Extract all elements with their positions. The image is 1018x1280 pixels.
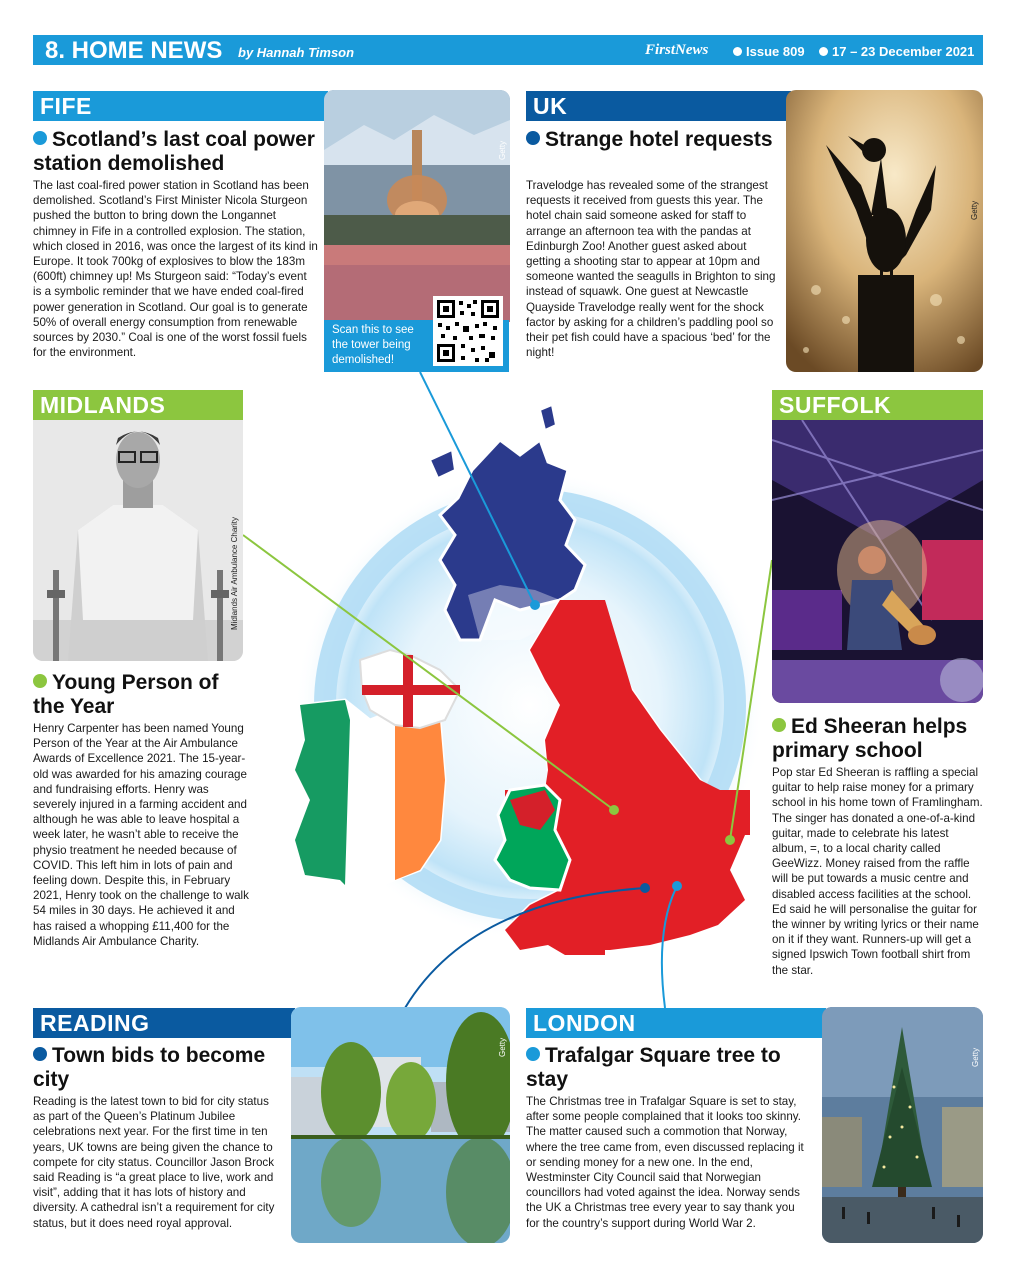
qr-box: [324, 320, 509, 372]
photo-power-station: [324, 90, 510, 322]
region-bar-suffolk: [772, 390, 983, 420]
region-bar-uk: [526, 91, 791, 121]
region-label: LONDON: [533, 1010, 636, 1036]
qr-caption: Scan this to see the tower being demolished!: [332, 324, 414, 366]
article-body-fife: The last coal-fired power station in Scotland has been demolished. Scotland’s First Minister Nicola Sturgeon pushed the button to bring down the Longannet chimney in Fife in a controlled explosion. The station, which closed in 2016, was once the largest of its kind in Europe. It took 700kg of explosives to blow the 183m (600ft) chimney up! Ms Sturgeon said: “Today’s event is a symbolic reminder that we have ended coal-fired power generation in Scotland. Our goal is to generate 50% of overall energy consumption from renewable sources by 2030.” Coal is one of the worst fossil fuels for the environment.: [33, 179, 318, 360]
wales-shape: [495, 785, 570, 890]
photo-ed-sheeran: [772, 420, 983, 703]
article-body-london: The Christmas tree in Trafalgar Square is set to stay, after some people complained that it looks too skinny. The matter caused such a commotion that Norway, where the tree came from, even discussed replacing it or sending money for a new one. In the end, Westminster City Council said that Norwegian councillors had voted against the idea. Norway sends the UK a Christmas tree every year to say thank you for the country’s support during World War 2.: [526, 1095, 804, 1230]
headline-uk: [526, 128, 781, 152]
headline-midlands: [33, 671, 248, 719]
photo-henry-carpenter: [33, 420, 243, 661]
article-body-reading: Reading is the latest town to bid for city status as part of the Queen’s Platinum Jubilee celebrations next year. For the first time in ten years, UK towns are being given the chance to compete for city status. Councillor Jason Brock said Reading is “a great place to live, work and visit”, adding that it has lots of history and diversity. A cathedral isn’t a requirement for city status, but it does need royal approval.: [33, 1095, 275, 1230]
bullet-icon: [33, 674, 47, 688]
headline-text: Trafalgar Square tree to stay: [526, 1044, 781, 1091]
publication-logo: FirstNews: [645, 42, 709, 58]
issue-text: Issue 809: [746, 44, 805, 59]
photo-trafalgar-tree: [822, 1007, 983, 1243]
headline-reading: [33, 1044, 288, 1092]
bullet-icon: [33, 131, 47, 145]
region-bar-london: [526, 1008, 826, 1038]
bullet-icon: [526, 1047, 540, 1061]
headline-london: [526, 1044, 816, 1092]
headline-text: Town bids to become city: [33, 1044, 266, 1091]
article-body-uk: Travelodge has revealed some of the strangest requests it received from guests this year. The hotel chain said someone asked for staff to arrange an afternoon tea with the pandas at Edinburgh Zoo! Another guest asked about getting a shooting star to appear at 10pm and someone wanted the seagulls in Brighton to sing instead of squawk. One guest at Newcastle Quayside Travelodge really went for the shock factor by asking for a children’s paddling pool so their pet fish could have a spacious ‘bed’ for the night!: [526, 179, 776, 360]
photo-credit: Getty: [971, 1047, 980, 1067]
bullet-icon: [33, 1047, 47, 1061]
region-bar-reading: [33, 1008, 295, 1038]
bullet-icon: [772, 718, 786, 732]
headline-text: Scotland’s last coal power station demolished: [33, 128, 315, 175]
photo-credit: Getty: [498, 140, 507, 160]
region-label: MIDLANDS: [40, 392, 166, 418]
headline-fife: [33, 128, 318, 176]
photo-credit: Getty: [970, 200, 979, 220]
headline-text: Ed Sheeran helps primary school: [772, 715, 968, 762]
region-bar-fife: [33, 91, 328, 121]
region-label: READING: [40, 1010, 150, 1036]
photo-credit: Getty: [498, 1037, 507, 1057]
headline-suffolk: [772, 715, 987, 763]
headline-text: Young Person of the Year: [33, 671, 219, 718]
bullet-icon: [526, 131, 540, 145]
headline-text: Strange hotel requests: [545, 128, 773, 151]
article-body-suffolk: Pop star Ed Sheeran is raffling a special guitar to help raise money for a primary school in his home town of Framlingham. The singer has donated a one-of-a-kind guitar, made to celebrate his latest album, =, to a local charity called GeeWizz. Money raised from the raffle will be put towards a music centre and disabled access facilities at the school. Ed said he will personalise the guitar for the winner by writing lyrics or their name on it if they want. Runners-up will get a signed Ipswich Town football shirt from the star.: [772, 766, 983, 977]
photo-reading: [291, 1007, 510, 1243]
photo-seagull: [786, 90, 983, 372]
qr-code-icon[interactable]: [433, 296, 503, 366]
photo-credit: Midlands Air Ambulance Charity: [230, 517, 239, 630]
byline: by Hannah Timson: [238, 45, 355, 60]
region-label: FIFE: [40, 93, 92, 119]
dates-text: 17 – 23 December 2021: [832, 44, 975, 59]
article-body-midlands: Henry Carpenter has been named Young Person of the Year at the Air Ambulance Awards of Excellence 2021. The 15-year-old was awarded for his amazing courage and fundraising efforts. Henry was severely injured in a farming accident and although he was able to leave hospital a week later, he wasn’t able to receive the physio treatment he needed because of COVID. This left him in lots of pain and feeling down. Despite this, in February 2021, Henry took on the challenge to walk 54 miles in 30 days. He achieved it and has raised a whopping £11,400 for the Midlands Air Ambulance Charity.: [33, 722, 249, 948]
region-label: SUFFOLK: [779, 392, 892, 418]
region-bar-midlands: [33, 390, 243, 420]
section-title: 8. HOME NEWS: [45, 37, 223, 64]
region-label: UK: [533, 93, 568, 119]
